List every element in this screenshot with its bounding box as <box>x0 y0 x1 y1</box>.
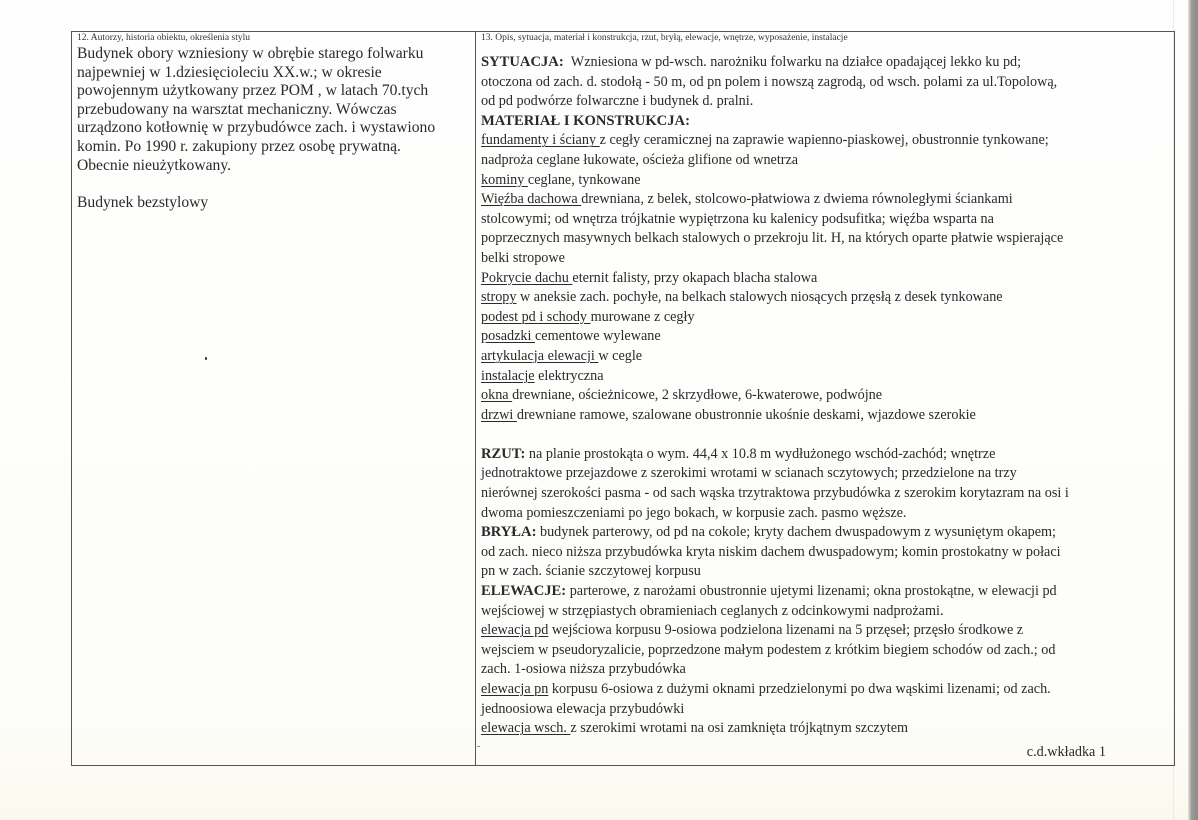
material-text: cementowe wylewane <box>534 328 661 345</box>
material-item <box>481 269 1168 289</box>
rzut-line: dwoma pomieszczeniami po jego bokach, w korpusie zach. pasmo węższe. <box>481 504 907 521</box>
material-item <box>481 131 1168 151</box>
elevation-item <box>481 621 1168 641</box>
record-card-table <box>71 31 1175 766</box>
bryla-heading: BRYŁA: <box>481 524 537 541</box>
history-line: przebudowany na warsztat mechaniczny. Wówczas <box>77 100 397 118</box>
sytuacja-heading: SYTUACJA: <box>481 54 564 70</box>
sytuacja-text: Wzniesiona w pd-wsch. narożniku folwarku na działce opadającej lekko ku pd; <box>570 54 1022 70</box>
material-text: nadproża ceglane łukowate, ościeża glifione od wnetrza <box>481 151 799 168</box>
material-term: fundamenty i ściany <box>481 132 600 149</box>
material-term: kominy <box>481 171 528 188</box>
rzut-line <box>481 445 1168 465</box>
material-term: podest pd i schody <box>481 308 591 325</box>
style-note: Budynek bezstylowy <box>77 193 209 211</box>
material-text: z cegły ceramicznej na zaprawie wapienno-piaskowej, obustronnie tynkowane; <box>599 132 1049 149</box>
history-line: powojennym użytkowany przez POM , w latach 70.tych <box>77 82 429 100</box>
material-text: w cegle <box>598 347 643 364</box>
bryla-line: od zach. nieco niższa przybudówka kryta niskim dachem dwuspadowym; komin prostokatny w połaci <box>481 543 1061 560</box>
bryla-text: budynek parterowy, od pd na cokole; kryty dachem dwuspadowym z wysuniętym okapem; <box>536 524 1056 541</box>
bryla-line <box>481 523 1168 543</box>
elevation-text: wejściowa korpusu 9-osiowa podzielona lizenami na 5 przęseł; przęsło środkowe z <box>548 622 1024 639</box>
history-cell <box>72 32 476 766</box>
material-text: drewniane ramowe, szalowane obustronnie ukośnie deskami, wjazdowe szerokie <box>516 406 976 423</box>
material-term: posadzki <box>481 328 535 345</box>
elevation-text: wejsciem w pseudoryzalicie, poprzedzone małym podestem z krótkim biegiem schodów od zach.; od <box>481 641 1056 658</box>
material-text: w aneksie zach. pochyłe, na belkach stalowych niosących przęsłą z desek tynkowane <box>516 289 1003 306</box>
material-item <box>481 308 1168 328</box>
material-text: ceglane, tynkowane <box>527 171 641 188</box>
material-item <box>481 210 1168 230</box>
elevation-item <box>481 700 1168 720</box>
scan-speck <box>205 357 207 360</box>
elevation-item <box>481 660 1168 680</box>
elevation-item <box>481 680 1168 700</box>
material-item <box>481 229 1168 249</box>
material-item <box>481 190 1168 210</box>
history-line: urządzono kotłownię w przybudówce zach. i wystawiono <box>77 119 436 137</box>
material-item <box>481 151 1168 171</box>
page-edge-shadow <box>1188 0 1198 820</box>
rzut-line: jednotraktowe przejazdowe z szerokimi wrotami w scianach sczytowych; przedzielone na trzy <box>481 465 1017 482</box>
sytuacja-line: od pd podwórze folwarczne i budynek d. pralni. <box>481 93 754 110</box>
rzut-text: na planie prostokąta o wym. 44,4 x 10.8 m wydłużonego wschód-zachód; wnętrze <box>525 445 996 462</box>
elevation-text: korpusu 6-osiowa z dużymi oknami przedzielonymi po dwa wąskimi lizenami; od zach. <box>548 681 1051 697</box>
material-text: poprzecznych masywnych belkach stalowych o przekroju lit. H, na których oparte płatwie wspierające <box>481 230 1064 247</box>
history-line: Budynek obory wzniesiony w obrębie starego folwarku <box>77 45 424 62</box>
scan-mark <box>477 746 480 747</box>
material-item <box>481 367 1168 387</box>
material-item <box>481 347 1168 367</box>
material-term: Więźba dachowa <box>481 191 582 208</box>
description-text <box>476 44 1174 762</box>
material-text: eternit falisty, przy okapach blacha stalowa <box>572 269 818 286</box>
rzut-heading: RZUT: <box>481 445 526 462</box>
elevation-text: jednoosiowa elewacja przybudówki <box>481 700 685 717</box>
sytuacja-line: otoczona od zach. d. stodołą - 50 m, od pn polem i nowszą zagrodą, od wsch. polami za ul.Topolową, <box>481 73 1058 90</box>
material-text: drewniane, ościeżnicowe, 2 skrzydłowe, 6-kwaterowe, podwójne <box>512 387 883 404</box>
sytuacja-line <box>481 53 1168 73</box>
elewacje-line: wejściowej w strzępiastych obramieniach ceglanych z odcinkowymi nadprożami. <box>481 602 944 619</box>
elevation-item <box>481 719 1168 739</box>
material-term: artykulacja elewacji <box>481 347 599 364</box>
material-item <box>481 288 1168 308</box>
elevation-term: elewacja pn <box>481 681 549 697</box>
material-text: stolcowymi; od wnętrza trójkatnie wypiętrzona ku kalenicy podsufitka; więźba wsparta na <box>481 210 994 227</box>
material-item <box>481 386 1168 406</box>
rzut-line: nierównej szerokości pasma - od sach wąska trzytraktowa przybudówka z szerokim korytazram na osi i <box>481 485 1069 502</box>
history-line: komin. Po 1990 r. zakupiony przez osobę prywatną. <box>77 137 401 155</box>
material-item <box>481 406 1168 426</box>
history-text <box>72 44 475 212</box>
elewacje-heading: ELEWACJE: <box>481 583 567 600</box>
history-cell-label: 12. Autorzy, historia obiektu, określenia stylu <box>77 33 250 43</box>
material-item <box>481 327 1168 347</box>
bryla-line: pn w zach. ścianie szczytowej korpusu <box>481 563 701 580</box>
description-cell <box>476 32 1175 766</box>
elevation-term: elewacja wsch. <box>481 720 571 737</box>
material-term: okna <box>481 387 513 404</box>
elevation-term: elewacja pd <box>481 622 549 639</box>
material-text: murowane z cegły <box>590 308 695 325</box>
description-cell-label: 13. Opis, sytuacja, materiał i konstrukcja, rzut, bryłą, elewacje, wnętrze, wyposażenie, instalacje <box>481 33 848 43</box>
elevation-text: zach. 1-osiowa niższa przybudówka <box>481 661 686 678</box>
material-text: drewniana, z belek, stolcowo-płatwiowa z dwiema równoległymi ściankami <box>581 191 1013 208</box>
elevation-text: z szerokimi wrotami na osi zamknięta trójkątnym szczytem <box>570 720 909 737</box>
elewacje-line <box>481 582 1168 602</box>
material-item <box>481 171 1168 191</box>
history-line: najpewniej w 1.dziesięcioleciu XX.w.; w okresie <box>77 63 382 81</box>
material-text: elektryczna <box>534 367 604 384</box>
material-term: Pokrycie dachu <box>481 269 573 286</box>
material-heading: MATERIAŁ I KONSTRUKCJA: <box>481 112 690 129</box>
elevation-item <box>481 641 1168 661</box>
material-text: belki stropowe <box>481 249 565 266</box>
history-line: Obecnie nieużytkowany. <box>77 156 232 174</box>
material-item <box>481 249 1168 269</box>
elewacje-text: parterowe, z narożami obustronnie ujetymi lizenami; okna prostokątne, w elewacji pd <box>566 583 1057 600</box>
material-term: stropy <box>481 289 517 306</box>
continuation-note: c.d.wkładka 1 <box>1026 743 1106 760</box>
material-term: drzwi <box>481 406 517 423</box>
material-term: instalacje <box>481 367 535 384</box>
